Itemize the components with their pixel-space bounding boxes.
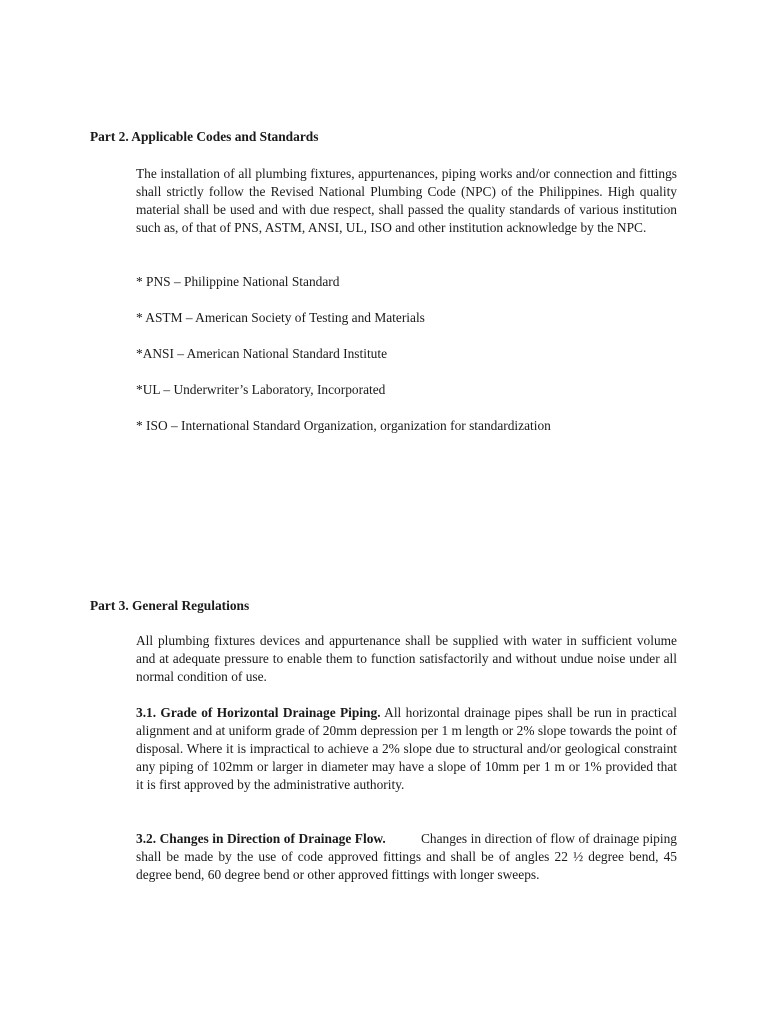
section-3-2-title: 3.2. Changes in Direction of Drainage Flow. bbox=[136, 831, 386, 846]
section-3-1-body: All horizontal drainage pipes shall be run in practical alignment and at uniform grade of 20mm depression per 1 m length or 2% slope towards the point of disposal. Where it is impractical to achieve a 2% slope due to structural and/or geological constraint any piping of 102mm or larger in diameter may have a slope of 10mm per 1 m or 1% provided that it is first approved by the administrative authority. bbox=[136, 705, 678, 792]
standard-item-iso: * ISO – International Standard Organization, organization for standardization bbox=[136, 418, 551, 433]
section-3-2-paragraph bbox=[136, 830, 681, 884]
part3-heading: Part 3. General Regulations bbox=[90, 598, 250, 613]
part3-intro-paragraph: All plumbing fixtures devices and appurtenance shall be supplied with water in sufficient volume and at adequate pressure to enable them to function satisfactorily and without undue noise under all normal condition of use. bbox=[136, 633, 677, 684]
part2-heading: Part 2. Applicable Codes and Standards bbox=[90, 129, 319, 144]
standard-item-ansi: *ANSI – American National Standard Institute bbox=[136, 346, 388, 361]
section-3-1-block bbox=[136, 704, 677, 794]
section-3-2-block bbox=[136, 830, 681, 884]
section-3-1-paragraph bbox=[136, 704, 677, 794]
standard-item-ul: *UL – Underwriter’s Laboratory, Incorporated bbox=[136, 382, 386, 397]
part3-intro-block bbox=[136, 632, 677, 686]
part2-intro-block bbox=[136, 165, 677, 237]
standard-item-astm: * ASTM – American Society of Testing and Materials bbox=[136, 310, 425, 325]
part2-intro-paragraph: The installation of all plumbing fixtures, appurtenances, piping works and/or connection and fittings shall strictly follow the Revised National Plumbing Code (NPC) of the Philippines. High quality material shall be used and with due respect, shall passed the quality standards of various institution such as, of that of PNS, ASTM, ANSI, UL, ISO and other institution acknowledge by the NPC. bbox=[136, 166, 677, 235]
section-3-2-body: Changes in direction of flow of drainage piping shall be made by the use of code approved fittings and shall be of angles 22 ½ degree bend, 45 degree bend, 60 degree bend or other approved fittings with longer sweeps. bbox=[136, 831, 681, 882]
section-3-1-title: 3.1. Grade of Horizontal Drainage Piping. bbox=[136, 705, 381, 720]
standard-item-pns: * PNS – Philippine National Standard bbox=[136, 274, 340, 289]
